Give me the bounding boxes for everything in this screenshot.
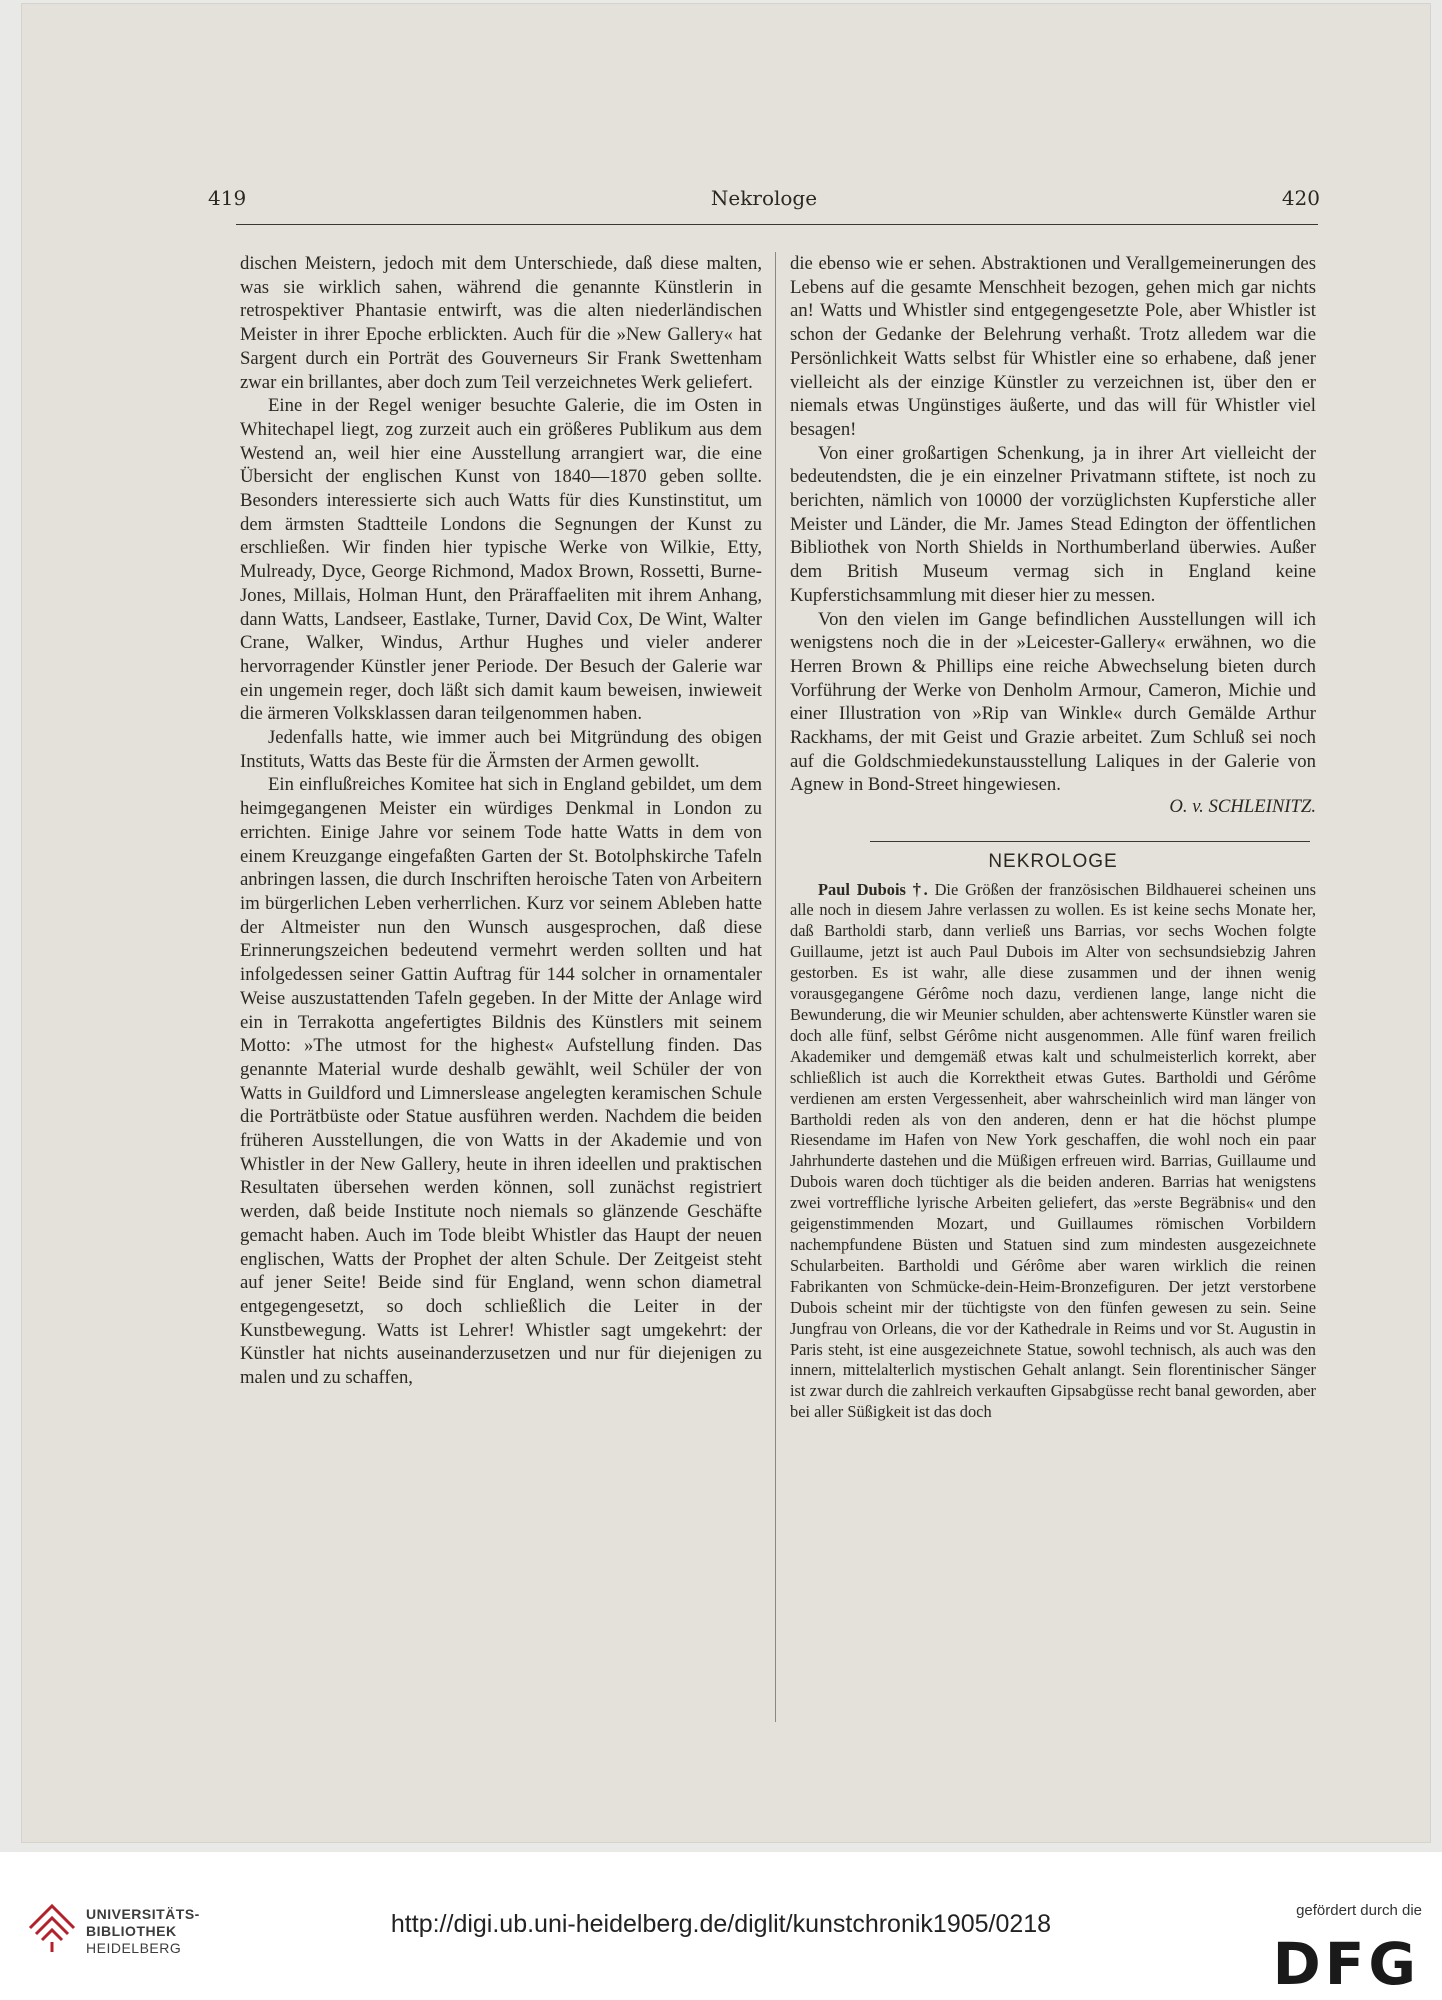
library-name-line: UNIVERSITÄTS- — [86, 1906, 200, 1922]
page-number-right: 420 — [1281, 186, 1320, 210]
obituary-paragraph — [790, 880, 1316, 1424]
paragraph: dischen Meistern, jedoch mit dem Unterschiede, daß diese malten, was sie wirklich sahen, während die genannte Künstlerin in retrospektiver Phantasie entwirft, was die alten niederländischen Meister in ihrer Epoche erblickten. Auch für die »New Gallery« hat Sargent durch ein Porträt des Gouverneurs Sir Frank Swettenham zwar ein brillantes, aber doch zum Teil verzeichnetes Werk geliefert. — [240, 253, 762, 393]
paragraph: Von den vielen im Gange befindlichen Ausstellungen will ich wenigstens noch die in der »Leicester-Gallery« erwähnen, wo die Herren Brown & Phillips eine reiche Abwechselung bieten durch Vorführung der Werke von Denholm Armour, Cameron, Michie und einer Illustration von »Rip van Winkle« durch Gemälde Arthur Rackhams, der mit Geist und Grazie arbeitet. Zum Schluß sei noch auf die Goldschmiedekunstausstellung Laliques in der Galerie von Agnew in Bond-Street hingewiesen. — [790, 608, 1316, 796]
paragraph: Jedenfalls hatte, wie immer auch bei Mitgründung des obigen Instituts, Watts das Beste für die Ärmsten der Armen gewollt. — [240, 727, 762, 772]
section-rule — [870, 841, 1310, 842]
left-column — [240, 252, 762, 1722]
sponsor-label: gefördert durch die — [1296, 1902, 1422, 1919]
obituary-name: Paul Dubois †. — [818, 879, 928, 899]
paragraph: Ein einflußreiches Komitee hat sich in England gebildet, um dem heimgegangenen Meister ein würdiges Denkmal in London zu errichten. Einige Jahre vor seinem Tode hatte Watts in dem von einem Kreuzgange eingefaßten Garten der St. Botolphskirche Tafeln anbringen lassen, die durch Inschriften heroische Taten von Arbeitern im bürgerlichen Leben verherrlichen. Kurz vor seinem Ableben hatte der Altmeister nun den Wunsch ausgesprochen, daß diese Erinnerungszeichen bedeutend vermehrt werden sollten und hat infolgedessen seiner Gattin Auftrag für 144 solcher in ornamentaler Weise auszustattenden Tafeln gegeben. In der Mitte der Anlage wird ein in Terrakotta angefertigtes Bildnis des Künstlers mit seinem Motto: »The utmost for the highest« Aufstellung finden. Das genannte Material wurde deshalb gewählt, weil Schüler der von Watts in Guildford und Limnerslease angelegten keramischen Schule die Porträtbüste oder Statue ausführen werden. Nachdem die beiden früheren Ausstellungen, die von Watts in der Akademie und von Whistler in der New Gallery, heute in ihren ideellen und praktischen Resultaten übersehen werden können, soll zunächst registriert werden, daß beide Institute noch niemals so glänzende Geschäfte gemacht haben. Auch im Tode bleibt Whistler das Haupt der neuen englischen, Watts der Prophet der alten Schule. Der Zeitgeist steht auf jener Seite! Beide sind für England, wenn schon diametral entgegengesetzt, so doch schließlich die Leiter in der Kunstbewegung. Watts ist Lehrer! Whistler sagt umgekehrt: der Künstler hat nichts auseinanderzusetzen und nur für diejenigen zu malen und zu schaffen, — [240, 774, 762, 1389]
paragraph: Von einer großartigen Schenkung, ja in ihrer Art vielleicht der bedeutendsten, die je ein einzelner Privatmann stiftete, ist noch zu berichten, nämlich von 10000 der vorzüglichsten Kupferstiche aller Meister und Länder, die Mr. James Stead Edington der öffentlichen Bibliothek von North Shields in Northumberland überwies. Außer dem British Museum vermag sich in England keine Kupferstichsammlung mit dieser hier zu messen. — [790, 442, 1316, 606]
library-name-line: HEIDELBERG — [86, 1940, 182, 1956]
column-divider — [775, 252, 776, 1722]
page-number-left: 419 — [208, 186, 247, 210]
author-signature: O. v. SCHLEINITZ. — [1169, 796, 1316, 818]
library-name-line: BIBLIOTHEK — [86, 1923, 177, 1939]
right-column — [790, 252, 1316, 1722]
header-rule — [236, 224, 1318, 225]
source-url-link[interactable]: http://digi.ub.uni-heidelberg.de/diglit/kunstchronik1905/0218 — [390, 1910, 1052, 1938]
obituary-text: Die Größen der französischen Bildhauerei scheinen uns alle noch in diesem Jahre verlassen zu wollen. Es ist keine sechs Monate her, daß Bartholdi starb, dann verließ uns Barrias, vor sechs Wochen folgte Guillaume, jetzt ist auch Paul Dubois im Alter von sechsundsiebzig Jahren gestorben. Es ist wahr, alle diese zusammen und der ihnen wenig vorausgegangene Gérôme noch dazu, verdienen lange, lange nicht die Bewunderung, die wir Meunier schulden, aber achtenswerte Künstler waren sie doch alle fünf, selbst Gérôme nicht ausgenommen. Alle fünf waren freilich Akademiker und demgemäß etwas kalt und schulmeisterlich korrekt, aber schließlich ist auch die Korrektheit etwas Gutes. Bartholdi und Gérôme verdienen am ersten Vergessenheit, aber wahrscheinlich wird man länger von Bartholdi reden als von den anderen, denn er hat die höchst plumpe Riesendame im Hafen von New York geschaffen, die wohl noch ein paar Jahrhunderte dastehen und die Müßigen erfreuen wird. Barrias, Guillaume und Dubois waren doch tüchtiger als die beiden anderen. Barrias hat wenigstens zwei vortreffliche lyrische Arbeiten geliefert, das »erste Begräbnis« und den geigenstimmenden Mozart, und Guillaumes römischen Vorbildern nachempfundene Büsten und Statuen sind zum mindesten ausgezeichnete Schularbeiten. Bartholdi und Gérôme aber waren wirklich die reinen Fabrikanten von Schmücke-dein-Heim-Bronzefiguren. Der jetzt verstorbene Dubois scheint mir der tüchtigste von den fünfen gewesen zu sein. Seine Jungfrau von Orleans, die vor der Kathedrale in Reims und vor St. Augustin in Paris steht, ist eine ausgezeichnete Statue, sowohl technisch, als auch was den innern, mittelalterlich mystischen Gehalt anlangt. Sein florentinischer Sänger ist zwar durch die zahlreich verkauften Gipsabgüsse recht banal geworden, aber bei aller Süßigkeit ist das doch — [790, 879, 1316, 1422]
running-title: Nekrologe — [710, 186, 818, 210]
paragraph: Eine in der Regel weniger besuchte Galerie, die im Osten in Whitechapel liegt, zog zurzeit auch ein größeres Publikum aus dem Westend an, weil hier eine Ausstellung arrangiert war, die eine Übersicht der englischen Kunst von 1840—1870 geben sollte. Besonders interessierte sich auch Watts für dies Kunstinstitut, um dem ärmsten Stadtteile Londons die Segnungen der Kunst zu erschließen. Wir finden hier typische Werke von Wilkie, Etty, Mulready, Dyce, George Richmond, Madox Brown, Rossetti, Burne-Jones, Millais, Holman Hunt, den Präraffaeliten mit ihrem Anhang, dann Watts, Landseer, Eastlake, Turner, David Cox, De Wint, Walter Crane, Walker, Windus, Arthur Hughes und vieler anderer hervorragender Künstler jener Periode. Der Besuch der Galerie war ein ungemein reger, doch läßt sich damit kaum beweisen, inwieweit die ärmeren Volksklassen daran teilgenommen haben. — [240, 395, 762, 725]
section-heading: NEKROLOGE — [988, 850, 1118, 872]
dfg-logo[interactable]: DFG — [1272, 1930, 1420, 1998]
paragraph: die ebenso wie er sehen. Abstraktionen und Verallgemeinerungen des Lebens auf die gesamte Menschheit bezogen, gehen mich gar nichts an! Watts und Whistler sind entgegengesetzte Pole, aber Whistler ist schon der Gedanke der Belehrung verhaßt. Trotz alledem war die Persönlichkeit Watts selbst für Whistler eine so erhabene, daß jener vielleicht als der einzige Künstler zu verzeichnen ist, über den er niemals etwas Ungünstiges äußerte, und das will für Whistler viel besagen! — [790, 253, 1316, 440]
page-header — [208, 186, 1320, 222]
